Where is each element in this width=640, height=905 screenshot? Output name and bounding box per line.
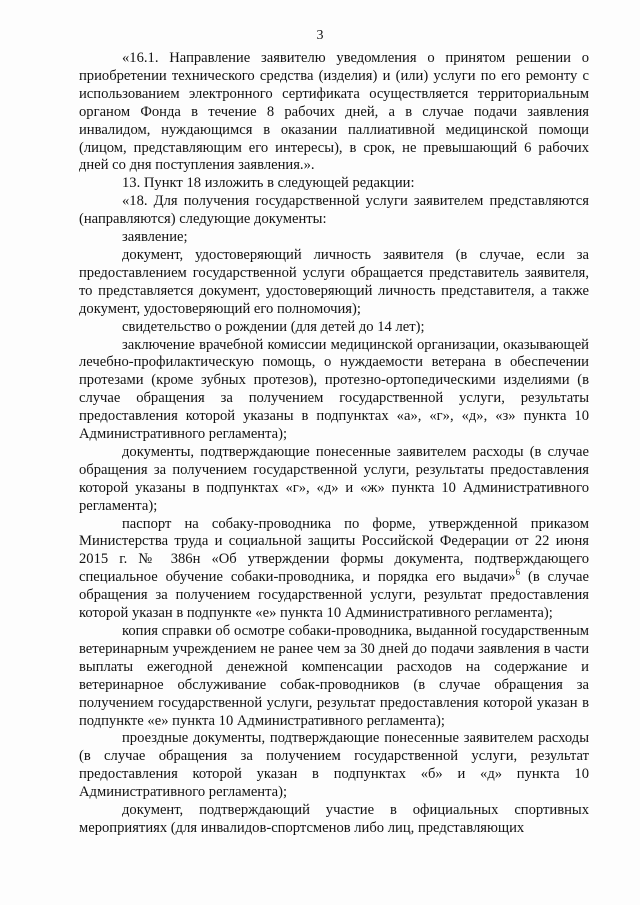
paragraph-16-1: «16.1. Направление заявителю уведомления о принятом решении о приобретении технического средства (изделия) и (или) услуги по его ремонту с использованием электронного сертификата осуществляется территориальным органом Фонда в течение 8 рабочих дней, а в случае подачи заявления инвалидом, нуждающимся в оказании паллиативной медицинской помощи (лицом, представляющим его интересы), в срок, не превышающий 6 рабочих дней со дня поступления заявления.».	[79, 50, 589, 174]
document-body	[79, 50, 589, 838]
list-item-guide-dog-passport	[79, 516, 589, 623]
list-item-medical-commission: заключение врачебной комиссии медицинской организации, оказывающей лечебно-профилактическую помощь, о нуждаемости ветерана в обеспечении протезами (кроме зубных протезов), протезно-ортопедическими изделиями (в случае обращения за получением государственной услуги, результаты предоставления которой указаны в подпунктах «а», «г», «д», «з» пункта 10 Административного регламента);	[79, 336, 589, 443]
list-item-identity-document: документ, удостоверяющий личность заявителя (в случае, если за предоставлением государственной услуги обращается представитель заявителя, то представляется документ, удостоверяющий личность представителя, а также документ, удостоверяющий его полномочия);	[79, 246, 589, 317]
page-number: 3	[316, 28, 324, 43]
list-item-sports-participation: документ, подтверждающий участие в официальных спортивных мероприятиях (для инвалидов-спортсменов либо лиц, представляющих	[79, 802, 589, 836]
list-item-birth-certificate: свидетельство о рождении (для детей до 14 лет);	[122, 318, 425, 335]
list-item-vet-certificate: копия справки об осмотре собаки-проводника, выданной государственным ветеринарным учреждением не ранее чем за 30 дней до подачи заявления в части выплаты ежегодной денежной компенсации расходов на содержание и ветеринарное обслуживание собак-проводников (в случае обращения за получением государственной услуги, результат предоставления которой указан в подпункте «е» пункта 10 Административного регламента);	[79, 623, 589, 729]
paragraph-18-intro: «18. Для получения государственной услуги заявителем представляются (направляются) следующие документы:	[79, 193, 589, 228]
passport-text-before: паспорт на собаку-проводника по форме, утвержденной приказом Министерства труда и социальной защиты Российской Федерации от 22 июня 2015 г. № 386н «Об утверждении формы документа, подтверждающего специальное обучение собаки-проводника, и порядка его выдачи»	[79, 515, 589, 586]
list-item-expense-documents: документы, подтверждающие понесенные заявителем расходы (в случае обращения за получением государственной услуги, результаты предоставления которой указаны в подпунктах «г», «д» и «ж» пункта 10 Административного регламента);	[79, 443, 589, 514]
paragraph-item-13: 13. Пункт 18 изложить в следующей редакции:	[122, 175, 415, 192]
footnote-marker: 6	[515, 567, 521, 578]
passport-text-after: (в случае обращения за получением государственной услуги, результат предоставления которой указан в подпункте «е» пункта 10 Административного регламента);	[79, 569, 590, 622]
list-item-application: заявление;	[122, 229, 188, 246]
list-item-travel-documents: проездные документы, подтверждающие понесенные заявителем расходы (в случае обращения за получением государственной услуги, результат предоставления которой указан в подпунктах «б» и «д» пункта 10 Административного регламента);	[79, 730, 589, 801]
